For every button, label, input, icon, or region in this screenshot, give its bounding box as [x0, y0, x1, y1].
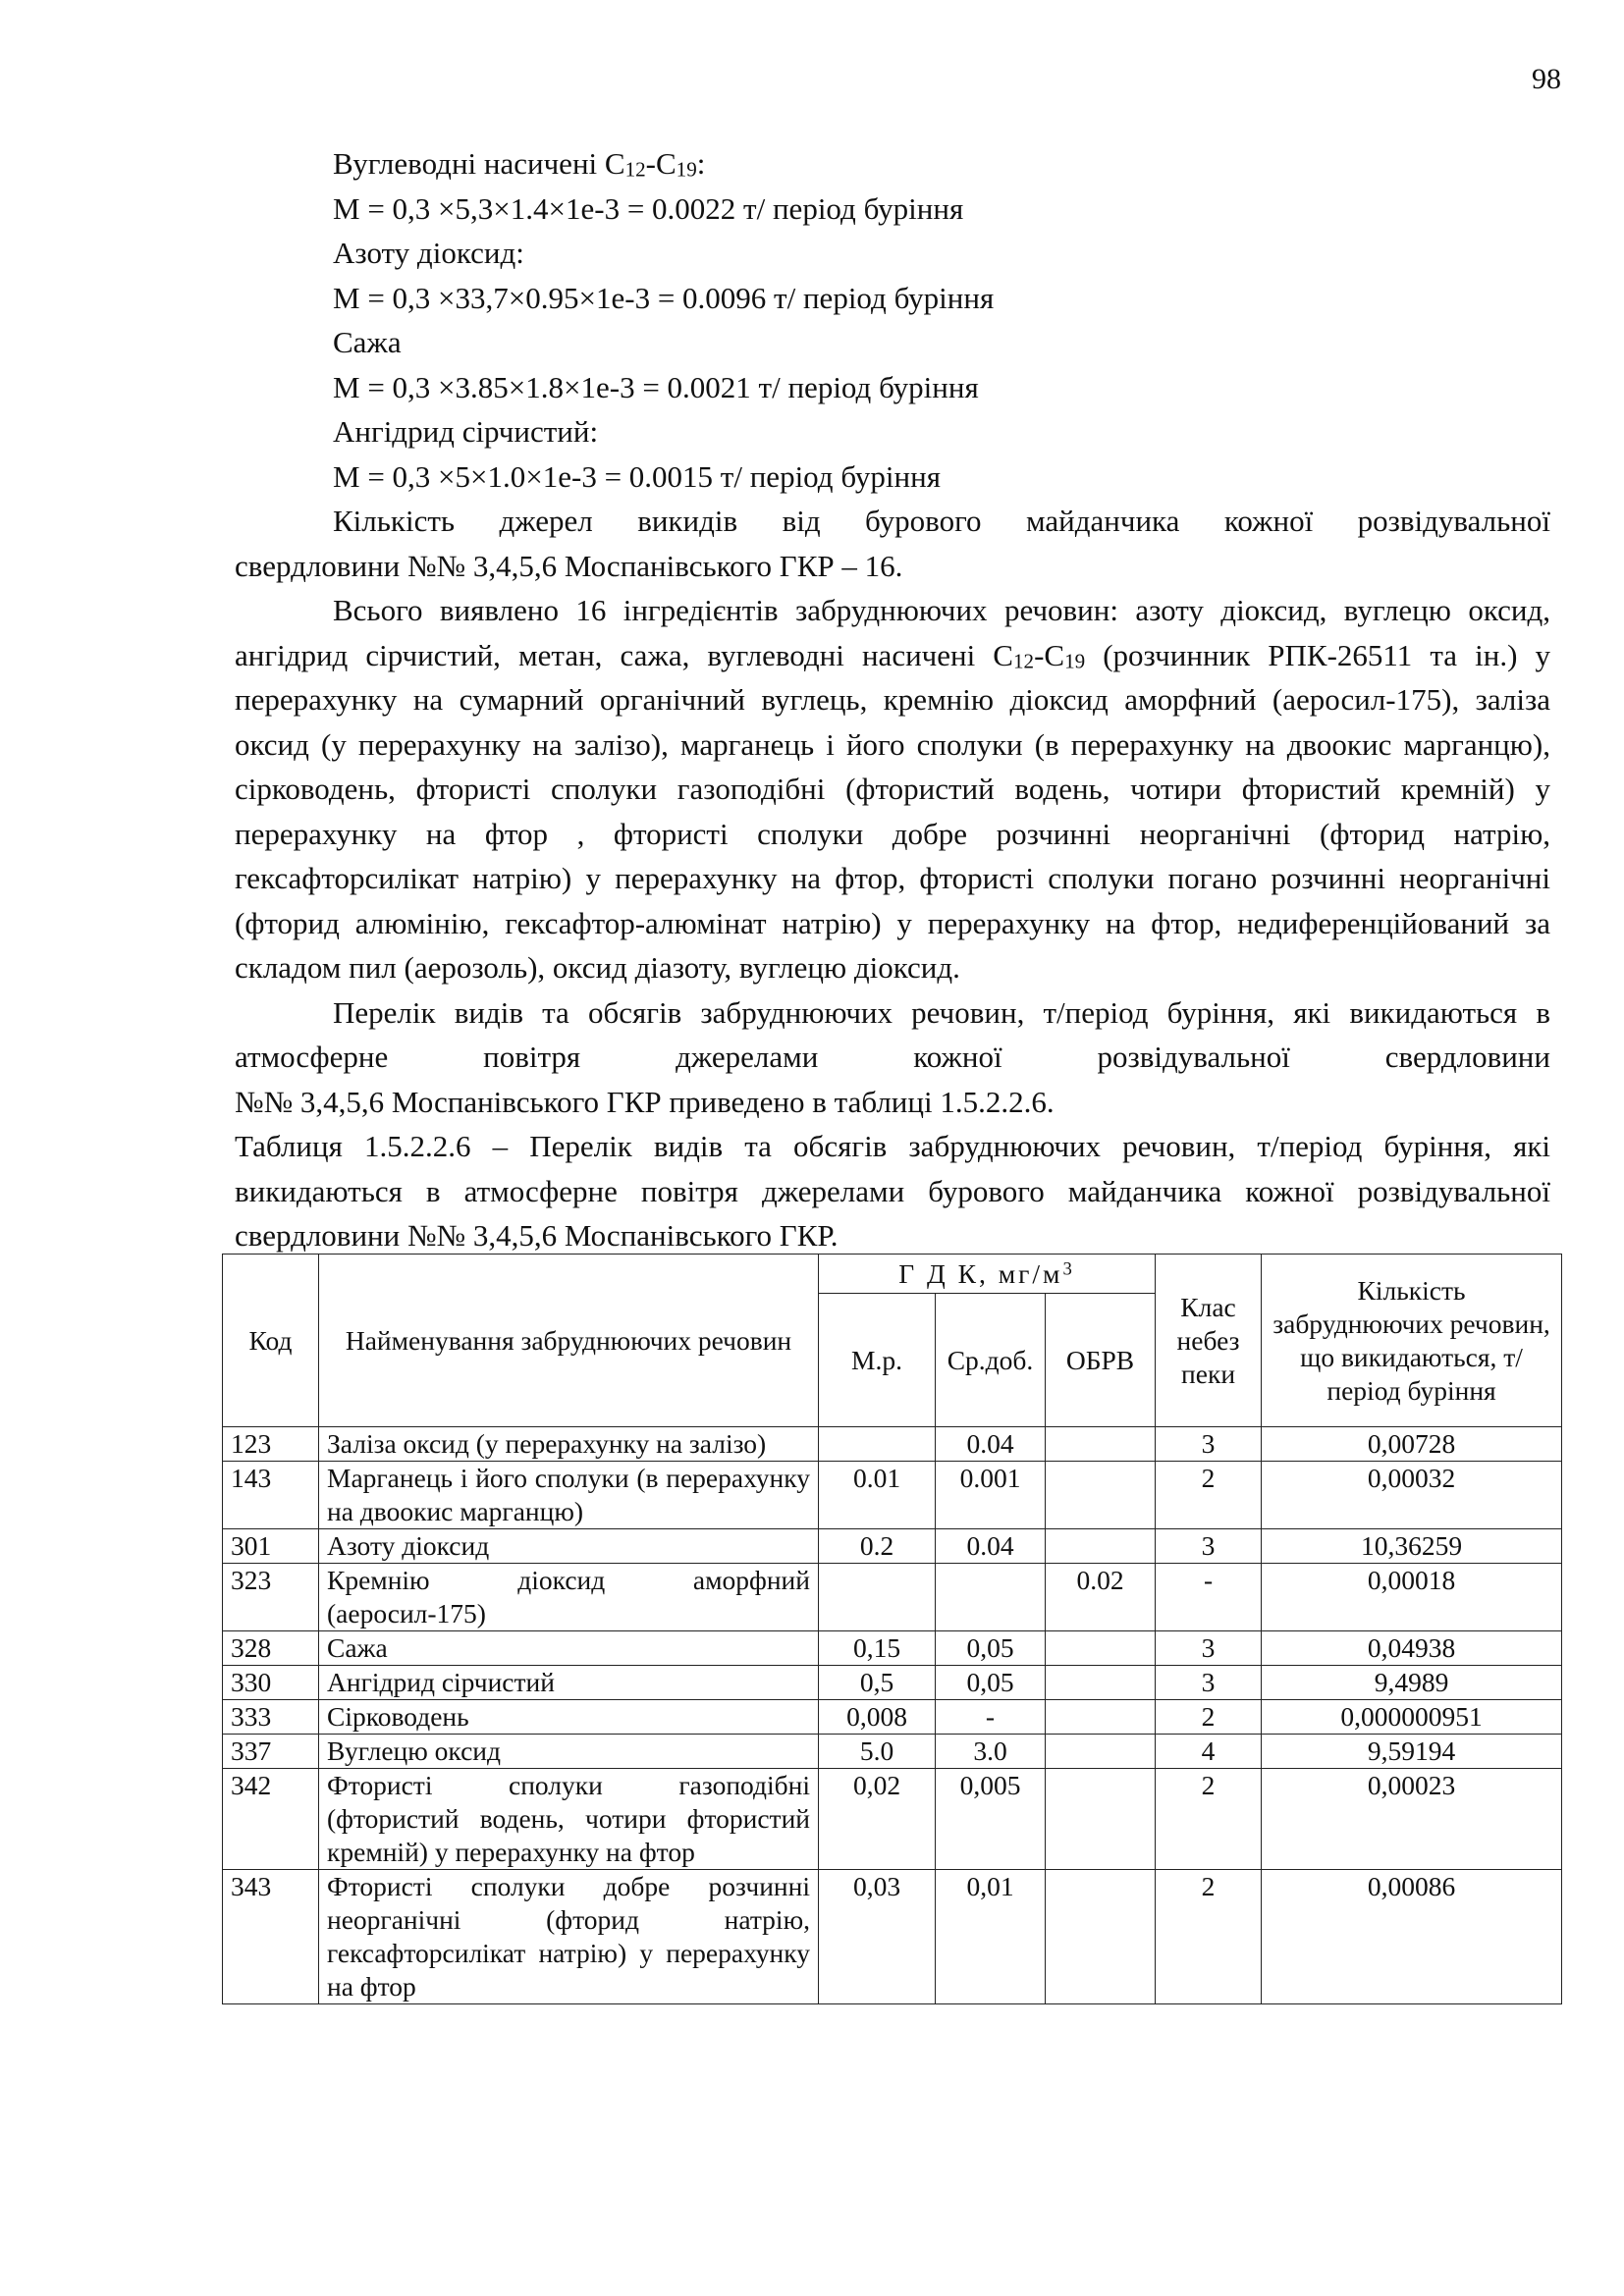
- cell-class: 2: [1156, 1870, 1262, 2004]
- cell-amount: 0,00032: [1262, 1462, 1562, 1529]
- formula-label-hydrocarbons: Вуглеводні насичені $C_{12}-C_{19}$:: [333, 146, 706, 182]
- pollutants-table: [222, 1254, 1562, 2004]
- cell-name: Вуглецю оксид: [319, 1735, 819, 1769]
- cell-name: Фтористі сполуки добре розчинні неорганічні (фторид натрію, гексафторсилікат натрію) у перерахунку на фтор: [319, 1870, 819, 2004]
- cell-srdob: 0,05: [936, 1666, 1046, 1700]
- cell-code: 123: [223, 1427, 319, 1462]
- header-mr: М.р.: [819, 1294, 936, 1427]
- header-srdob: Ср.доб.: [936, 1294, 1046, 1427]
- cell-name: Марганець і його сполуки (в перерахунку на двоокис марганцю): [319, 1462, 819, 1529]
- table-row: [223, 1529, 1562, 1564]
- cell-obrv: 0.02: [1046, 1564, 1156, 1631]
- cell-code: 342: [223, 1769, 319, 1870]
- cell-mr: 0.01: [819, 1462, 936, 1529]
- cell-obrv: [1046, 1427, 1156, 1462]
- cell-mr: 5.0: [819, 1735, 936, 1769]
- cell-mr: 0,15: [819, 1631, 936, 1666]
- table-body: [223, 1427, 1562, 2004]
- cell-name: Фтористі сполуки газоподібні (фтористий водень, чотири фтористий кремній) у перерахунку на фтор: [319, 1769, 819, 1870]
- cell-name: Заліза оксид (у перерахунку на залізо): [319, 1427, 819, 1462]
- table-row: [223, 1735, 1562, 1769]
- cell-class: -: [1156, 1564, 1262, 1631]
- cell-srdob: 0,05: [936, 1631, 1046, 1666]
- cell-amount: 10,36259: [1262, 1529, 1562, 1564]
- cell-class: 2: [1156, 1769, 1262, 1870]
- header-hazard-class: Клас небез пеки: [1156, 1255, 1262, 1427]
- cell-obrv: [1046, 1769, 1156, 1870]
- paragraph-list-line1: Перелік видів та обсягів забруднюючих речовин, т/період буріння, які викидаються в: [333, 994, 1550, 1030]
- cell-name: Кремнію діоксид аморфний (аеросил-175): [319, 1564, 819, 1631]
- table-row: [223, 1462, 1562, 1529]
- cell-code: 323: [223, 1564, 319, 1631]
- formula-label-soot: Сажа: [333, 325, 402, 359]
- cell-class: 3: [1156, 1631, 1262, 1666]
- paragraph-sources-line2: свердловини №№ 3,4,5,6 Моспанівського ГКР – 16.: [235, 548, 903, 583]
- table-row: [223, 1870, 1562, 2004]
- formula-equation-hydrocarbons: M = 0,3 ×5,3×1.4×1e-3 = 0.0022 т/ період буріння: [333, 190, 964, 226]
- table-caption: Таблиця 1.5.2.2.6 – Перелік видів та обсягів забруднюючих речовин, т/період буріння, які викидаються в атмосферне повітря джерелами бурового майданчика кожної розвідувальної свердловини №№ 3,4,5,6 Моспанівського ГКР.: [235, 1129, 1550, 1253]
- cell-srdob: 0.04: [936, 1427, 1046, 1462]
- cell-code: 330: [223, 1666, 319, 1700]
- cell-mr: [819, 1427, 936, 1462]
- table-row: [223, 1427, 1562, 1462]
- cell-srdob: 3.0: [936, 1735, 1046, 1769]
- table-row: [223, 1631, 1562, 1666]
- cell-obrv: [1046, 1700, 1156, 1735]
- cell-code: 143: [223, 1462, 319, 1529]
- cell-class: 2: [1156, 1462, 1262, 1529]
- cell-name: Сірководень: [319, 1700, 819, 1735]
- table-row: [223, 1769, 1562, 1870]
- cell-mr: [819, 1564, 936, 1631]
- cell-obrv: [1046, 1666, 1156, 1700]
- header-amount: Кількість забруднюючих речовин, що викидаються, т/період буріння: [1262, 1255, 1562, 1427]
- cell-code: 328: [223, 1631, 319, 1666]
- cell-obrv: [1046, 1462, 1156, 1529]
- header-obrv: ОБРВ: [1046, 1294, 1156, 1427]
- cell-code: 333: [223, 1700, 319, 1735]
- formula-label-nitrogen-dioxide: Азоту діоксид:: [333, 236, 524, 270]
- document-body: [235, 141, 1550, 1258]
- cell-mr: 0,03: [819, 1870, 936, 2004]
- cell-amount: 0,00018: [1262, 1564, 1562, 1631]
- cell-srdob: 0.04: [936, 1529, 1046, 1564]
- cell-amount: 9,59194: [1262, 1735, 1562, 1769]
- cell-mr: 0,02: [819, 1769, 936, 1870]
- table-header: [223, 1255, 1562, 1427]
- cell-srdob: 0.001: [936, 1462, 1046, 1529]
- cell-amount: 0,000000951: [1262, 1700, 1562, 1735]
- cell-class: 2: [1156, 1700, 1262, 1735]
- formula-equation-nitrogen-dioxide: M = 0,3 ×33,7×0.95×1e-3 = 0.0096 т/ період буріння: [333, 280, 995, 315]
- cell-class: 3: [1156, 1427, 1262, 1462]
- cell-srdob: 0,005: [936, 1769, 1046, 1870]
- header-name: Найменування забруднюючих речовин: [319, 1255, 819, 1427]
- formula-equation-sulfur-dioxide: M = 0,3 ×5×1.0×1e-3 = 0.0015 т/ період буріння: [333, 458, 941, 494]
- table-row: [223, 1564, 1562, 1631]
- paragraph-ingredients: Всього виявлено 16 інгредієнтів забруднюючих речовин: азоту діоксид, вуглецю оксид, ангідрид сірчистий, метан, сажа, вуглеводні насичені $C_{12}-C_{19}$ (розчинник РПК-26511 та ін.) у перерахунку на сумарний органічний вуглець, кремнію діоксид аморфний (аеросил-175), заліза оксид (у перерахунку на залізо), марганець і його сполуки (в перерахунку на двоокис марганцю), сірководень, фтористі сполуки газоподібні (фтористий водень, чотири фтористий кремній) у перерахунку на фтор , фтористі сполуки добре розчинні неорганічні (фторид натрію, гексафторсилікат натрію) у перерахунку на фтор, фтористі сполуки погано розчинні неорганічні (фторид алюмінію, гексафтор-алюмінат натрію) у перерахунку на фтор, недиференційований за складом пил (аерозоль), оксид діазоту, вуглецю діоксид.: [235, 593, 1550, 985]
- cell-amount: 9,4989: [1262, 1666, 1562, 1700]
- cell-mr: 0,5: [819, 1666, 936, 1700]
- cell-amount: 0,00086: [1262, 1870, 1562, 2004]
- paragraph-list-line3: №№ 3,4,5,6 Моспанівського ГКР приведено в таблиці 1.5.2.2.6.: [235, 1084, 1055, 1119]
- cell-amount: 0,00023: [1262, 1769, 1562, 1870]
- cell-class: 3: [1156, 1666, 1262, 1700]
- cell-name: Сажа: [319, 1631, 819, 1666]
- cell-srdob: 0,01: [936, 1870, 1046, 2004]
- cell-amount: 0,00728: [1262, 1427, 1562, 1462]
- cell-srdob: -: [936, 1700, 1046, 1735]
- formula-equation-soot: M = 0,3 ×3.85×1.8×1e-3 = 0.0021 т/ період буріння: [333, 369, 979, 404]
- cell-obrv: [1046, 1529, 1156, 1564]
- header-code: Код: [223, 1255, 319, 1427]
- cell-obrv: [1046, 1870, 1156, 2004]
- cell-mr: 0.2: [819, 1529, 936, 1564]
- formula-label-sulfur-dioxide: Ангідрид сірчистий:: [333, 414, 599, 449]
- table-row: [223, 1700, 1562, 1735]
- paragraph-list-line2: атмосферне повітря джерелами кожної розвідувальної свердловини: [235, 1040, 1550, 1074]
- cell-name: Ангідрид сірчистий: [319, 1666, 819, 1700]
- cell-code: 301: [223, 1529, 319, 1564]
- cell-mr: 0,008: [819, 1700, 936, 1735]
- paragraph-sources-line1: Кількість джерел викидів від бурового майданчика кожної розвідувальної: [333, 504, 1550, 538]
- cell-code: 337: [223, 1735, 319, 1769]
- cell-class: 4: [1156, 1735, 1262, 1769]
- table-row: [223, 1666, 1562, 1700]
- cell-amount: 0,04938: [1262, 1631, 1562, 1666]
- cell-srdob: [936, 1564, 1046, 1631]
- cell-class: 3: [1156, 1529, 1262, 1564]
- cell-obrv: [1046, 1735, 1156, 1769]
- cell-code: 343: [223, 1870, 319, 2004]
- cell-name: Азоту діоксид: [319, 1529, 819, 1564]
- cell-obrv: [1046, 1631, 1156, 1666]
- page-number: 98: [1532, 63, 1561, 95]
- header-gdk: Г Д К, $мг/м^3$: [819, 1255, 1156, 1294]
